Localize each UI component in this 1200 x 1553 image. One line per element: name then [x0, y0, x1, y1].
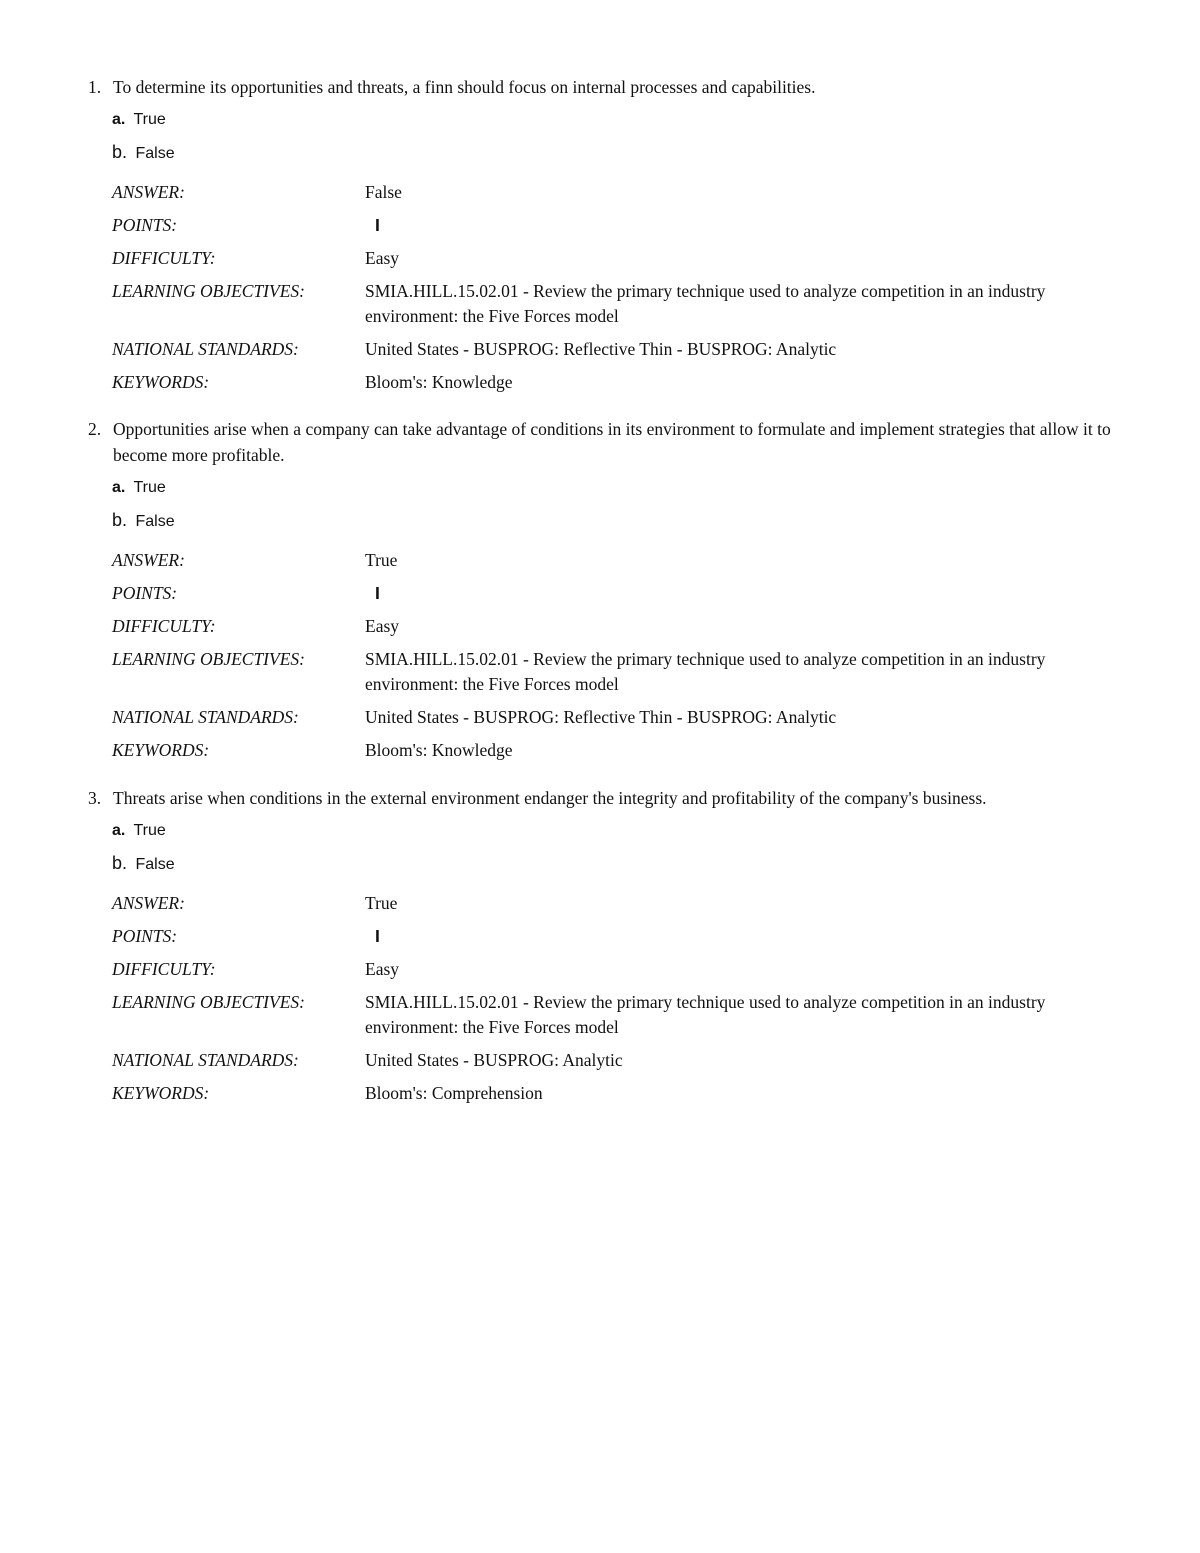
keywords-label: KEYWORDS: — [112, 1083, 210, 1103]
answer-label: ANSWER: — [112, 893, 185, 913]
objectives-label: LEARNING OBJECTIVES: — [112, 649, 305, 669]
option-b — [112, 136, 1118, 168]
question-1 — [88, 74, 1118, 403]
points-value: I — [375, 215, 380, 235]
difficulty-label: DIFFICULTY: — [112, 248, 216, 268]
answer-row — [112, 180, 1118, 205]
option-a — [112, 104, 1118, 136]
answer-options — [112, 472, 1118, 536]
option-b — [112, 847, 1118, 879]
points-label: POINTS: — [112, 583, 178, 603]
points-row — [112, 213, 1118, 238]
difficulty-label: DIFFICULTY: — [112, 616, 216, 636]
standards-label: NATIONAL STANDARDS: — [112, 339, 299, 359]
option-text: True — [133, 479, 166, 496]
keywords-row — [112, 370, 1118, 395]
keywords-value: Bloom's: Knowledge — [365, 372, 513, 392]
question-metadata — [112, 891, 1118, 1106]
option-letter: a. — [112, 111, 126, 128]
question-text: Opportunities arise when a company can take advantage of conditions in its environment to formulate and implement strategies that allow it to become more profitable. — [113, 419, 1111, 465]
question-metadata — [112, 180, 1118, 395]
keywords-value: Bloom's: Comprehension — [365, 1083, 543, 1103]
question-number: 1. — [88, 77, 102, 97]
option-text: True — [133, 111, 166, 128]
option-letter: b. — [112, 853, 128, 873]
standards-value: United States - BUSPROG: Analytic — [365, 1050, 623, 1070]
question-stem — [88, 785, 1118, 811]
keywords-row — [112, 738, 1118, 763]
question-metadata — [112, 548, 1118, 763]
standards-label: NATIONAL STANDARDS: — [112, 707, 299, 727]
points-label: POINTS: — [112, 215, 178, 235]
standards-row — [112, 705, 1118, 730]
points-row — [112, 924, 1118, 949]
answer-row — [112, 548, 1118, 573]
option-text: True — [133, 822, 166, 839]
keywords-label: KEYWORDS: — [112, 372, 210, 392]
points-row — [112, 581, 1118, 606]
answer-label: ANSWER: — [112, 182, 185, 202]
question-number: 2. — [88, 419, 102, 439]
standards-value: United States - BUSPROG: Reflective Thin - BUSPROG: Analytic — [365, 707, 837, 727]
objectives-value: SMIA.HILL.15.02.01 - Review the primary technique used to analyze competition in an industry environment: the Five Forces model — [365, 649, 1046, 694]
question-number: 3. — [88, 788, 102, 808]
keywords-label: KEYWORDS: — [112, 740, 210, 760]
option-text: False — [135, 856, 175, 873]
objectives-row — [112, 647, 1118, 697]
question-2 — [88, 416, 1118, 771]
option-a — [112, 472, 1118, 504]
option-a — [112, 815, 1118, 847]
question-text: Threats arise when conditions in the external environment endanger the integrity and profitability of the company's business. — [113, 788, 987, 808]
standards-value: United States - BUSPROG: Reflective Thin - BUSPROG: Analytic — [365, 339, 837, 359]
standards-row — [112, 1048, 1118, 1073]
option-b — [112, 504, 1118, 536]
option-text: False — [135, 145, 175, 162]
points-label: POINTS: — [112, 926, 178, 946]
difficulty-label: DIFFICULTY: — [112, 959, 216, 979]
question-text: To determine its opportunities and threats, a finn should focus on internal processes and capabilities. — [113, 77, 816, 97]
question-3 — [88, 785, 1118, 1114]
answer-options — [112, 104, 1118, 168]
option-text: False — [135, 513, 175, 530]
objectives-row — [112, 279, 1118, 329]
standards-row — [112, 337, 1118, 362]
difficulty-row — [112, 614, 1118, 639]
option-letter: b. — [112, 142, 128, 162]
answer-value: False — [365, 182, 402, 202]
difficulty-row — [112, 246, 1118, 271]
standards-label: NATIONAL STANDARDS: — [112, 1050, 299, 1070]
objectives-label: LEARNING OBJECTIVES: — [112, 992, 305, 1012]
difficulty-value: Easy — [365, 959, 400, 979]
objectives-label: LEARNING OBJECTIVES: — [112, 281, 305, 301]
question-stem — [88, 416, 1118, 468]
option-letter: a. — [112, 479, 126, 496]
difficulty-value: Easy — [365, 616, 400, 636]
difficulty-row — [112, 957, 1118, 982]
question-stem — [88, 74, 1118, 100]
difficulty-value: Easy — [365, 248, 400, 268]
answer-row — [112, 891, 1118, 916]
keywords-value: Bloom's: Knowledge — [365, 740, 513, 760]
objectives-value: SMIA.HILL.15.02.01 - Review the primary technique used to analyze competition in an industry environment: the Five Forces model — [365, 281, 1046, 326]
answer-label: ANSWER: — [112, 550, 185, 570]
option-letter: b. — [112, 510, 128, 530]
objectives-row — [112, 990, 1118, 1040]
answer-value: True — [365, 893, 398, 913]
answer-value: True — [365, 550, 398, 570]
objectives-value: SMIA.HILL.15.02.01 - Review the primary technique used to analyze competition in an industry environment: the Five Forces model — [365, 992, 1046, 1037]
points-value: I — [375, 583, 380, 603]
points-value: I — [375, 926, 380, 946]
answer-options — [112, 815, 1118, 879]
option-letter: a. — [112, 822, 126, 839]
keywords-row — [112, 1081, 1118, 1106]
